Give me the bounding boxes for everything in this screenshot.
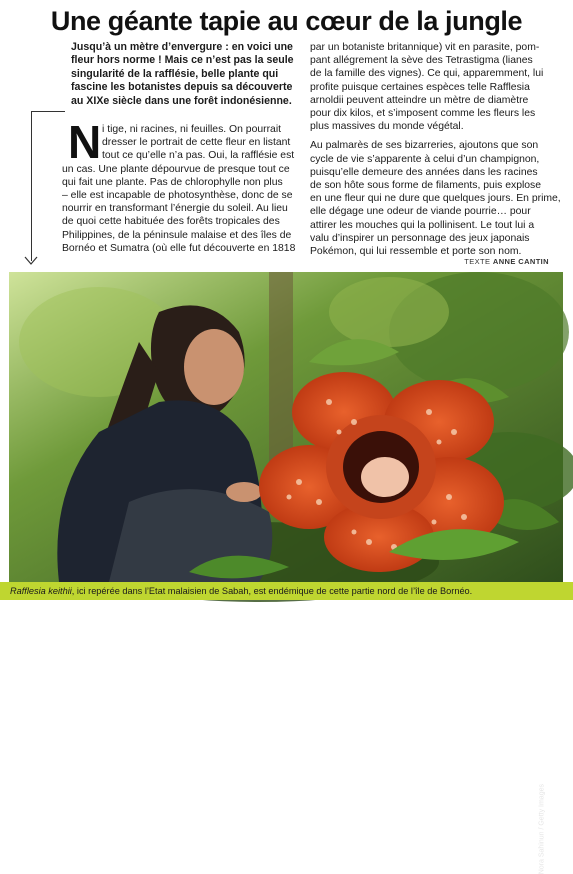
body-line: Philippines, de la péninsule malaise et des îles de bbox=[62, 229, 292, 241]
intro-line: fleur hors norme ! Mais ce n’est pas la seule bbox=[71, 54, 294, 67]
drop-cap: N bbox=[68, 116, 102, 168]
body-line: de son hôte sous forme de filaments, puis explose bbox=[310, 180, 542, 192]
body-line: par un botaniste britannique) vit en parasite, pom- bbox=[310, 42, 540, 53]
body-line: dresser le portrait de cette fleur en listant bbox=[102, 137, 291, 149]
body-line: i tige, ni racines, ni feuilles. On pourrait bbox=[102, 124, 282, 135]
body-line: nourrir en transformant l’énergie du soleil. Au lieu bbox=[62, 203, 288, 215]
intro-line: au XIXe siècle dans une forêt indonésienne. bbox=[71, 94, 292, 107]
photo-illustration bbox=[9, 272, 563, 582]
body-line: plus massives du monde végétal. bbox=[310, 121, 464, 133]
body-line: pant allégrement la sève des Tetrastigma (lianes bbox=[310, 55, 533, 67]
body-line: elle dégage une odeur de viande pourrie… pour bbox=[310, 206, 531, 218]
body-line: tout ce qu’elle n’a pas. Oui, la rafflésie est bbox=[102, 150, 295, 162]
byline-label: TEXTE bbox=[464, 257, 491, 266]
caption-text: , ici repérée dans l’Etat malaisien de Sabah, est endémique de cette partie nord de l’île de Bornéo. bbox=[71, 586, 473, 596]
article-title: Une géante tapie au cœur de la jungle bbox=[50, 6, 523, 36]
guide-line-vertical bbox=[31, 111, 32, 261]
body-line: arnoldii peuvent atteindre un mètre de diamètre bbox=[310, 94, 529, 106]
intro-paragraph bbox=[71, 41, 311, 108]
arrow-down-icon bbox=[24, 256, 38, 266]
body-column-left bbox=[62, 116, 314, 255]
body-line: valu d’inspirer un personnage des jeux japonais bbox=[310, 232, 530, 244]
body-line: Bornéo et Sumatra (où elle fut découverte en 1818 bbox=[62, 242, 296, 254]
intro-line: singularité de la rafflésie, belle plante qui bbox=[71, 67, 279, 80]
caption-species: Rafflesia keithii bbox=[10, 586, 72, 596]
body-line: Pokémon, qui lui ressemble et porte son nom. bbox=[310, 246, 522, 258]
body-line: profite puisque certaines espèces telle Rafflesia bbox=[310, 81, 530, 93]
guide-line-horizontal bbox=[31, 111, 65, 112]
body-column-right bbox=[310, 41, 560, 258]
byline-name: ANNE CANTIN bbox=[492, 257, 549, 266]
body-line: de la famille des vignes). Ce qui, apparemment, lui bbox=[310, 68, 544, 80]
intro-line: fascine les botanistes depuis sa découverte bbox=[71, 81, 293, 94]
body-line: de quoi cette habituée des forêts tropicales des bbox=[62, 216, 280, 228]
byline bbox=[464, 257, 549, 266]
body-line: Au palmarès de ses bizarreries, ajoutons que son bbox=[310, 140, 539, 152]
body-line: un cas. Une plante dépourvue de presque tout ce bbox=[62, 163, 290, 175]
body-line: qui fait une plante. Pas de chlorophylle non plus bbox=[62, 176, 283, 188]
body-line: cycle de vie s’apparente à celui d’un champignon, bbox=[310, 153, 540, 165]
body-line: puisqu’elle demeure des années dans les racines bbox=[310, 166, 538, 178]
intro-line: Jusqu’à un mètre d’envergure : en voici une bbox=[71, 41, 293, 53]
body-line: attirer les mouches qui la pollinisent. Le tout lui a bbox=[310, 219, 535, 231]
photo-caption bbox=[0, 582, 573, 600]
body-line: – elle est incapable de photosynthèse, donc de se bbox=[62, 190, 293, 202]
body-line: en une fleur qui ne dure que quelques jours. En prime, bbox=[310, 193, 561, 205]
body-line: pour dix kilos, et s’imposent comme les fleurs les bbox=[310, 108, 536, 120]
photo-credit: Nora Sahinun / Getty Images bbox=[538, 784, 545, 874]
